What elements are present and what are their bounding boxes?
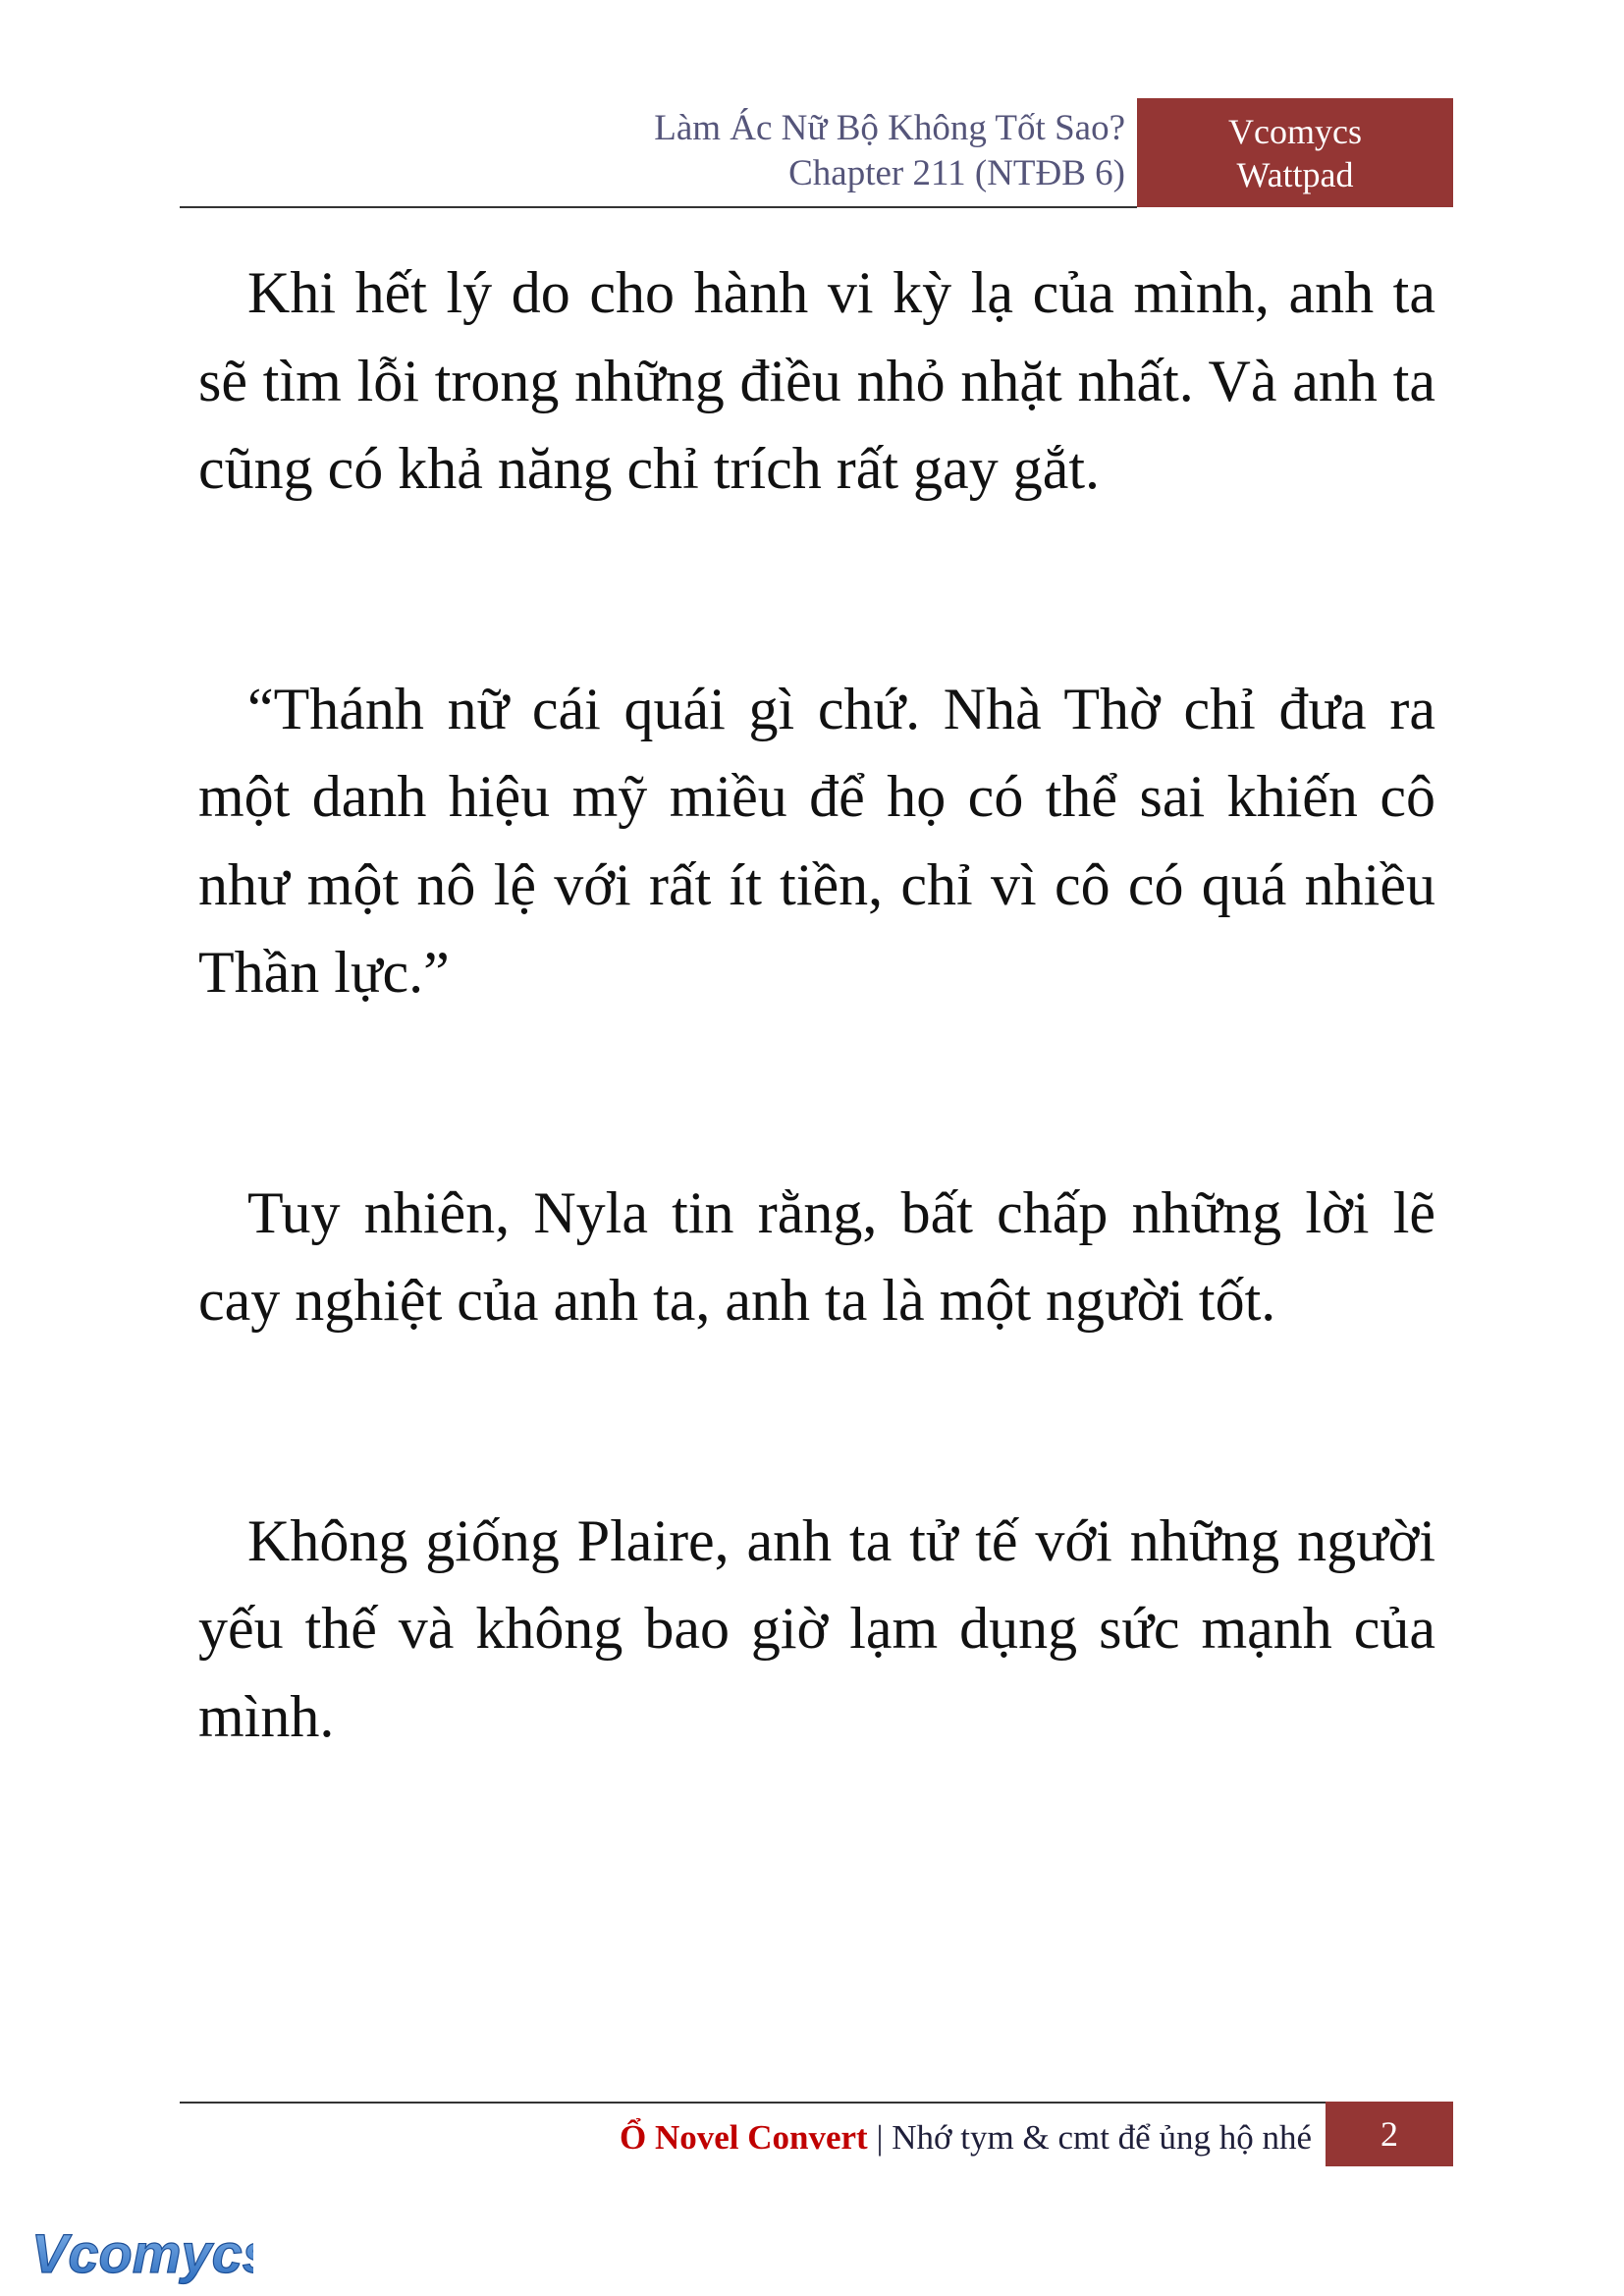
paragraph: Không giống Plaire, anh ta tử tế với những người yếu thế và không bao giờ lạm dụng sức mạnh của mình.: [198, 1507, 1435, 1749]
document-header: [654, 106, 1125, 196]
source-badge: [1137, 98, 1453, 207]
source-badge-line2: Wattpad: [1236, 154, 1354, 194]
vcomycs-logo: [27, 2221, 253, 2295]
chapter-label: Chapter 211 (NTĐB 6): [788, 153, 1125, 193]
book-title: Làm Ác Nữ Bộ Không Tốt Sao?: [654, 108, 1125, 148]
header-divider: [180, 206, 1137, 208]
page-number: 2: [1326, 2102, 1453, 2166]
footer-divider: [180, 2102, 1326, 2104]
vcomycs-logo-icon: [27, 2221, 253, 2290]
footer-note: [620, 2116, 1312, 2159]
paragraph: Tuy nhiên, Nyla tin rằng, bất chấp những lời lẽ cay nghiệt của anh ta, anh ta là một người tốt.: [198, 1179, 1435, 1333]
chapter-body: [198, 249, 1435, 1913]
footer-brand: Ổ Novel Convert: [619, 2118, 868, 2157]
source-badge-line1: Vcomycs: [1228, 111, 1362, 151]
paragraph: Khi hết lý do cho hành vi kỳ lạ của mình, anh ta sẽ tìm lỗi trong những điều nhỏ nhặt nhất. Và anh ta cũng có khả năng chỉ trích rất gay gắt.: [198, 260, 1435, 501]
footer-separator: |: [876, 2118, 884, 2157]
footer-message: Nhớ tym & cmt để ủng hộ nhé: [892, 2118, 1312, 2157]
paragraph: “Thánh nữ cái quái gì chứ. Nhà Thờ chỉ đưa ra một danh hiệu mỹ miều để họ có thể sai khiến cô như một nô lệ với rất ít tiền, chỉ vì cô có quá nhiều Thần lực.”: [198, 676, 1435, 1005]
watermark-text: Vcomycs: [31, 2222, 253, 2284]
